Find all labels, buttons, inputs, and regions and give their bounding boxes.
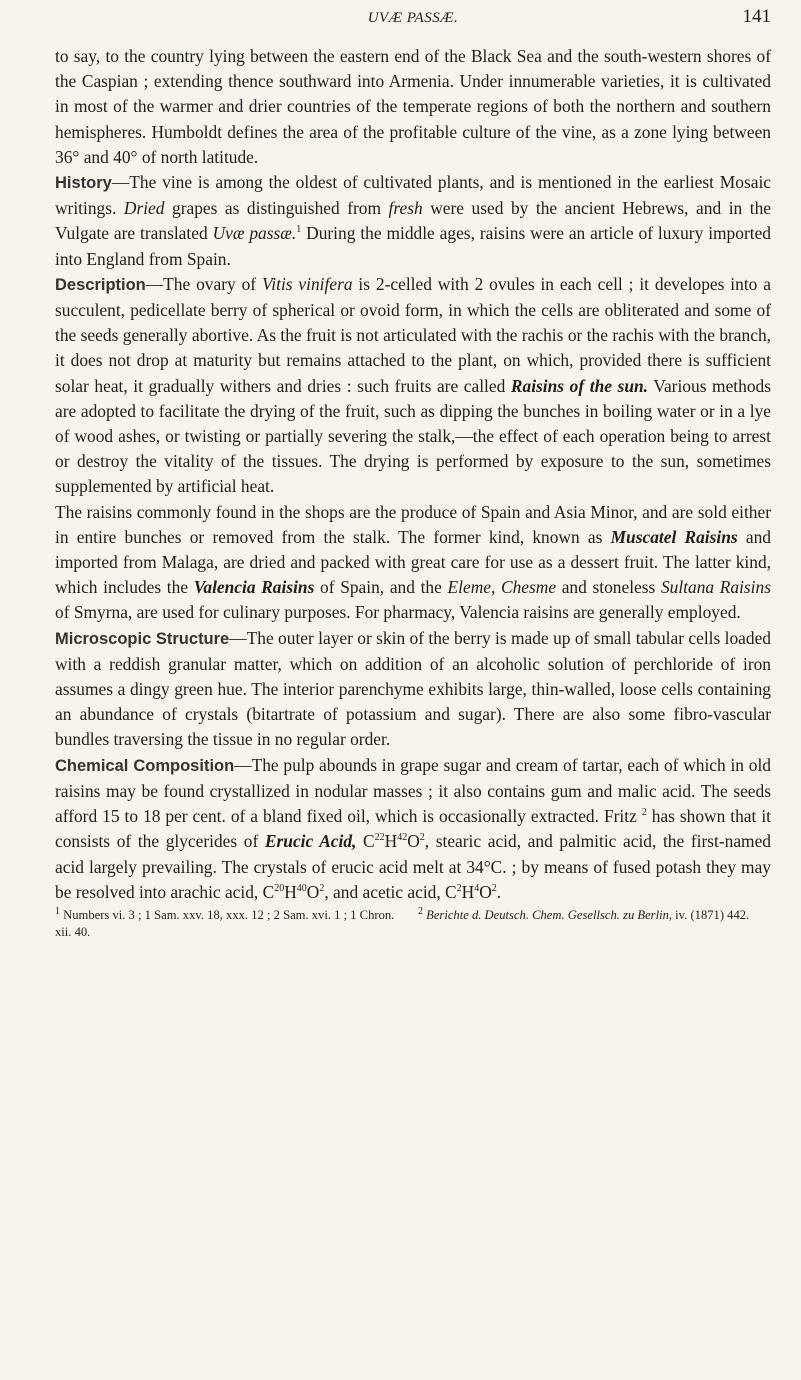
footnote-1-marker: 1	[55, 905, 60, 917]
history-text-a: —The vine is among the oldest of cultivated plants, and is mentioned in the earliest Mosaic writings.	[55, 172, 771, 219]
footnote-2-source: Berichte d. Deutsch. Chem. Gesellsch. zu Berlin,	[423, 907, 673, 922]
raisins-sultana: Sultana Raisins	[660, 577, 771, 598]
paragraph-chemical	[55, 753, 771, 905]
history-text-b: grapes as distinguished from	[164, 198, 389, 219]
formula-sub: 20	[274, 882, 285, 894]
chemical-text-a: —The pulp abounds in grape sugar and cream of tartar, each of which in old raisins may be found crystallized in nodular masses ; it also contains gum and malic acid. The seeds afford 15 to 18 per cent. of a bland fixed oil, which is occasionally extracted. Fritz	[55, 754, 771, 827]
description-text-b: is 2-celled with 2 ovules in each cell ; it developes into a succulent, pedicellate berry of spherical or ovoid form, in which the cells are obliterated and some of the seeds generally abortive. As the fruit is not articulated with the rachis or the rachis with the branch, it does not drop at maturity but remains attached to the plant, on which, provided there is sufficient solar heat, it gradually withers and dries : such fruits are called	[55, 273, 771, 396]
paragraph-intro: to say, to the country lying between the eastern end of the Black Sea and the south-western shores of the Caspian ; extending thence southward into Armenia. Under innumerable varieties, it is cultivated in most of the warmer and drier countries of the temperate regions of both the northern and southern hemispheres. Humboldt defines the area of the profitable culture of the vine, as a zone lying between 36° and 40° of north latitude.	[55, 46, 771, 167]
raisins-text-a: The raisins commonly found in the shops are the produce of Spain and Asia Minor, and are sold either in entire bunches or removed from the stalk. The former kind, known as	[55, 501, 771, 547]
formula-h: H	[284, 881, 297, 902]
history-text-d: During the middle ages, raisins were an article of luxury imported into England from Spain.	[55, 223, 771, 269]
footnote-ref-2: 2	[641, 807, 647, 819]
running-title: UVÆ PASSÆ.	[367, 10, 459, 26]
formula-sub: 2	[456, 882, 462, 894]
formula-sub: 22	[374, 832, 385, 844]
footnotes	[55, 907, 771, 941]
chemical-text-d: , stearic acid, and palmitic acid, the first-named acid largely prevailing. The crystals of erucic acid melt at 34°C. ; by means of fused potash they may be resolved into arachic acid, C	[55, 831, 771, 902]
history-dried: Dried	[123, 198, 165, 219]
formula-h: H	[461, 881, 475, 902]
description-raisins-of-the-sun: Raisins of the sun.	[510, 375, 649, 396]
history-heading: History	[55, 174, 112, 193]
chemical-text-b: has shown that it consists of the glycerides of	[55, 806, 771, 852]
footnote-1	[55, 907, 408, 941]
raisins-text-e: of Smyrna, are used for culinary purposes. For pharmacy, Valencia raisins are generally employed.	[55, 602, 741, 623]
description-text-c: Various methods are adopted to facilitate the drying of the fruit, such as dipping the bunches in boiling water or in a lye of wood ashes, or twisting or partially severing the stalk,—the effect of each operation being to arrest or destroy the vitality of the tissues. The drying is performed by exposure to the sun, sometimes supplemented by artificial heat.	[55, 375, 771, 497]
formula-sub: 2	[319, 882, 325, 894]
formula-h: H	[384, 831, 398, 852]
chemical-erucic-acid: Erucic Acid,	[264, 831, 357, 852]
footnote-2	[418, 907, 771, 941]
microscopic-text: —The outer layer or skin of the berry is made up of small tabular cells loaded with a reddish granular matter, which on addition of an alcoholic solution of perchloride of iron assumes a dingy green hue. The interior parenchyme exhibits large, thin-walled, loose cells containing an abundance of crystals (bitartrate of potassium and sugar). There are also some fibro-vascular bundles traversing the tissue in no regular order.	[55, 627, 771, 750]
raisins-text-c: of Spain, and the	[314, 577, 448, 598]
chemical-text-e: , and acetic acid, C	[324, 881, 457, 902]
formula-sub: 4	[474, 882, 480, 894]
paragraph-raisins	[55, 500, 771, 626]
paragraph-microscopic	[55, 626, 771, 753]
paragraph-history	[55, 170, 771, 272]
microscopic-heading: Microscopic Structure	[55, 629, 230, 648]
body-text	[55, 44, 771, 905]
chemical-text-end: .	[496, 881, 502, 902]
paragraph-description	[55, 272, 771, 500]
formula-sub: 2	[419, 832, 425, 844]
footnote-2-marker: 2	[418, 905, 423, 917]
formula-sub: 42	[397, 832, 408, 844]
page-header	[55, 0, 771, 44]
raisins-muscatel: Muscatel Raisins	[610, 526, 738, 547]
footnote-2-text: iv. (1871) 442.	[672, 907, 750, 922]
description-heading: Description	[55, 275, 146, 294]
formula-c: C	[356, 831, 375, 852]
history-text-c: were used by the ancient Hebrews, and in the Vulgate are translated	[55, 198, 771, 244]
raisins-text-d: and stoneless	[556, 577, 661, 598]
formula-sub: 2	[491, 882, 497, 894]
raisins-eleme: Eleme, Chesme	[447, 577, 557, 598]
chemical-heading: Chemical Composition	[55, 756, 235, 775]
footnote-1-text: Numbers vi. 3 ; 1 Sam. xxv. 18, xxx. 12 ; 2 Sam. xvi. 1 ; 1 Chron. xii. 40.	[55, 907, 395, 939]
formula-o: O	[407, 831, 420, 852]
history-uvae: Uvæ passæ.	[212, 223, 297, 244]
formula-sub: 40	[296, 882, 307, 894]
history-fresh: fresh	[388, 198, 423, 219]
description-text-a: —The ovary of	[145, 273, 262, 294]
raisins-valencia: Valencia Raisins	[193, 577, 315, 598]
page-number: 141	[742, 6, 771, 27]
formula-o: O	[306, 881, 320, 902]
description-vitis: Vitis vinifera	[261, 273, 353, 294]
formula-o: O	[479, 881, 492, 902]
footnote-ref-1: 1	[296, 224, 302, 236]
raisins-text-b: and imported from Malaga, are dried and packed with great care for use as a dessert fruit. The latter kind, which includes the	[55, 526, 771, 598]
